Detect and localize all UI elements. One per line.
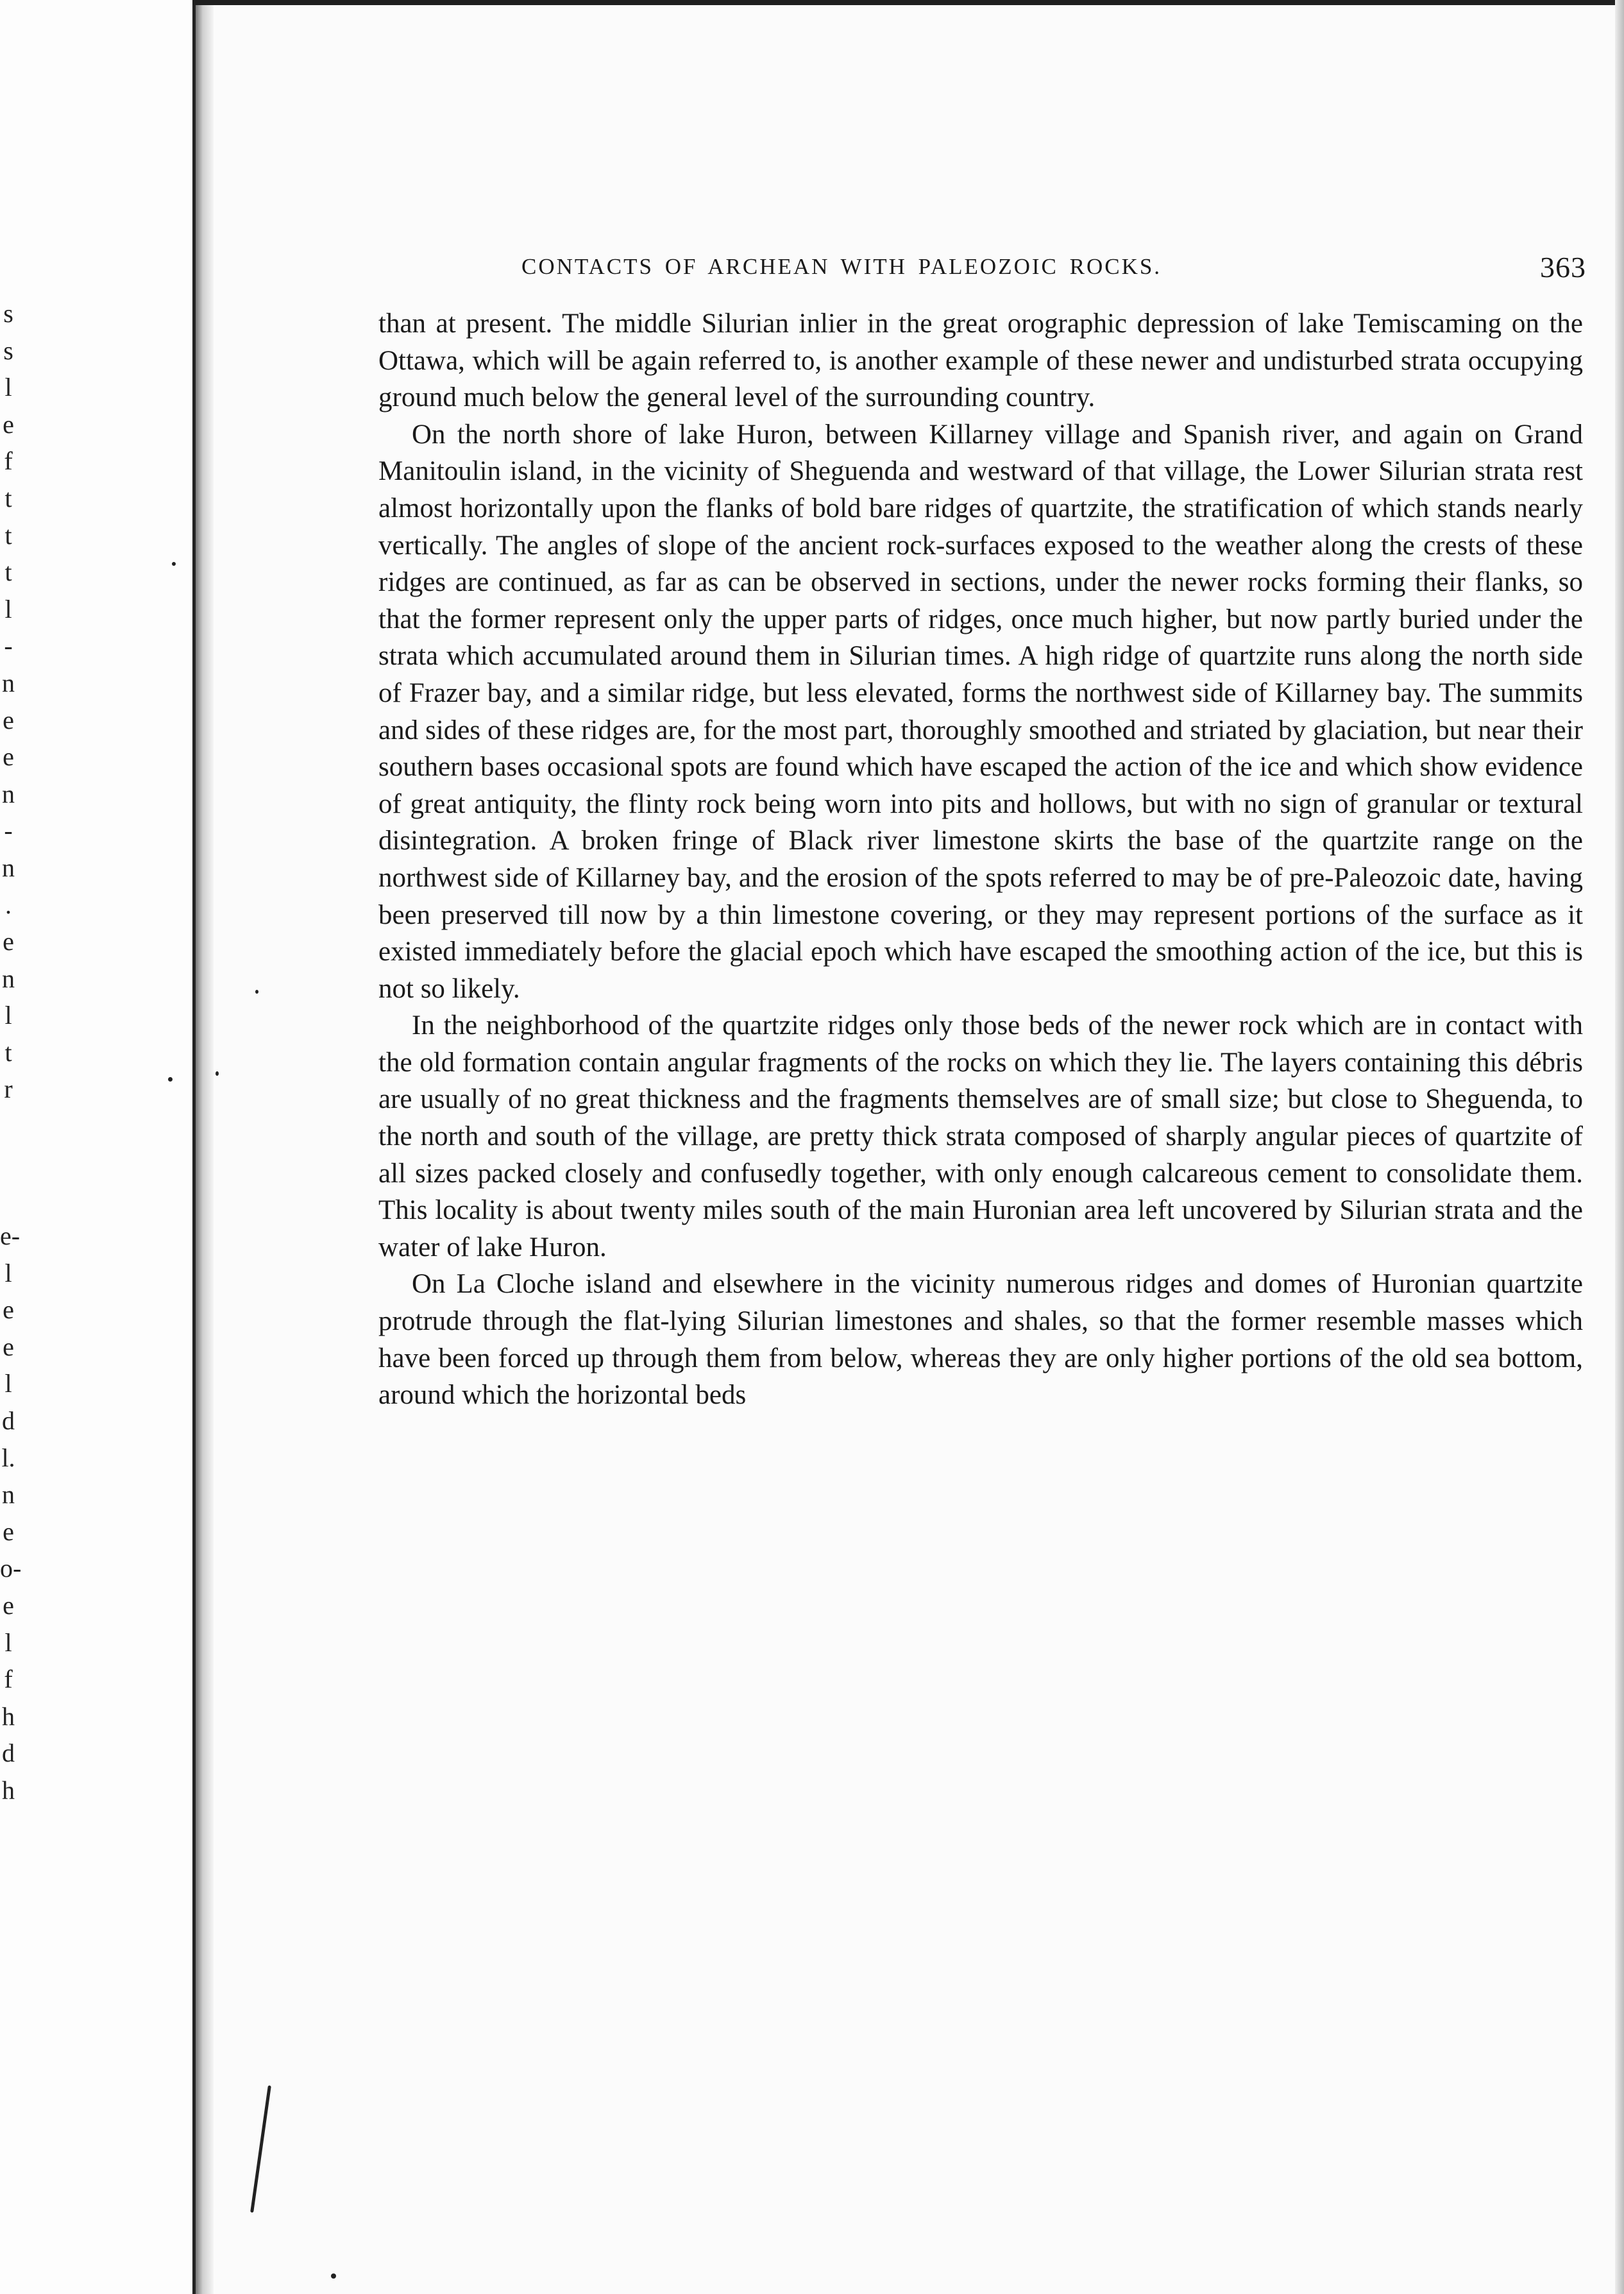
margin-letter: e [3,409,14,439]
margin-letter: n [2,779,15,808]
margin-letter: h [2,1775,15,1805]
margin-letter: e [3,1591,14,1620]
margin-letter: - [4,631,13,661]
previous-page-edge [0,0,196,2294]
running-head [521,250,1586,286]
margin-letter: l [4,1258,12,1287]
margin-letter: n [2,853,15,882]
margin-letter: n [2,668,15,697]
margin-letter: l [4,1369,12,1398]
margin-letter: n [2,964,15,993]
margin-letter: . [5,890,12,919]
running-head-title: CONTACTS OF ARCHEAN WITH PALEOZOIC ROCKS. [521,254,1162,279]
scan-speck [216,1071,219,1076]
margin-letter: t [4,557,12,587]
margin-letter: f [4,446,13,476]
margin-letter: e [3,927,14,956]
margin-letter: e [3,742,14,772]
margin-letter: l [4,1001,12,1030]
margin-letter: l [4,1627,12,1657]
margin-letter: l [4,373,12,402]
margin-letter: e [3,1332,14,1361]
margin-letter: e- [0,1221,21,1251]
cropped-margin-letters [0,295,22,1809]
paragraph-lake-huron: On the north shore of lake Huron, between Killarney village and Spanish river, and again on Grand Manitoulin island, in the vicinity of Sheguenda and westward of that village, the Lower Silurian strata rest almost horizontally upon the flanks of bold bare ridges of quartzite, the stratification of which stands nearly vertically. The angles of slope of the ancient rock-surfaces exposed to the weather along the crests of these ridges are continued, as far as can be observed in sections, under the newer rocks forming their flanks, so that the former represent only the upper parts of ridges, once much higher, but now partly buried under the strata which accumulated around them in Silurian times. A high ridge of quartzite runs along the north side of Frazer bay, and a similar ridge, but less elevated, forms the northwest side of Killarney bay. The summits and sides of these ridges are, for the most part, thoroughly smoothed and striated by glaciation, but near their southern bases occasional spots are found which have escaped the action of the ice and which show evidence of great antiquity, the flinty rock being worn into pits and hollows, but with no sign of granular or textural disintegration. A broken fringe of Black river limestone skirts the base of the quartzite range on the northwest side of Killarney bay, and the erosion of the spots referred to may be of pre-Paleozoic date, having been preserved till now by a thin limestone covering, or they may represent portions of the surface as it existed immediately before the glacial epoch which have escaped the smoothing action of the ice, but this is not so likely. [378,419,1583,1004]
margin-letter: h [2,1701,15,1731]
scan-speck [168,1077,173,1082]
margin-letter: t [4,483,12,513]
margin-letter: r [4,1075,13,1104]
paragraph-continued: than at present. The middle Silurian inlier in the great orographic depression of lake Temiscaming on the Ottawa, which will be again referred to, is another example of these newer and undisturbed strata occupying ground much below the general level of the surrounding country. [378,309,1583,413]
margin-letter: s [3,336,13,365]
margin-letter [0,1108,17,1218]
page-363 [214,0,1615,2294]
margin-letter: e [3,705,14,735]
page-right-edge [1615,0,1624,2294]
scan-speck [172,562,176,566]
margin-letter: e [3,1295,14,1325]
margin-letter: o- [0,1554,22,1583]
margin-letter: t [4,520,12,550]
margin-letter: n [2,1480,15,1509]
page-number: 363 [1540,251,1586,284]
margin-letter: e [3,1517,14,1546]
paragraph-la-cloche: On La Cloche island and elsewhere in the vicinity numerous ridges and domes of Huronian quartzite protrude through the flat-lying Silurian limestones and shales, so that the former resemble masses which have been forced up through them from below, whereas they are only higher portions of the old sea bottom, around which the horizontal beds [378,1269,1583,1411]
margin-letter: d [2,1738,15,1768]
body-text [378,305,1583,1414]
scan-speck [331,2273,336,2279]
margin-letter: t [4,1037,12,1067]
margin-letter: f [4,1665,13,1694]
margin-letter: l [4,594,12,624]
paragraph-quartzite-ridges: In the neighborhood of the quartzite ridges only those beds of the newer rock which are in contact with the old formation contain angular fragments of the rocks on which they lie. The layers containing this débris are usually of no great thickness and the fragments themselves are of small size; but close to Sheguenda, to the north and south of the village, are pretty thick strata composed of sharply angular pieces of quartzite of all sizes packed closely and confusedly together, with only enough calcareous cement to consolidate them. This locality is about twenty miles south of the main Huronian area left uncovered by Silurian strata and the water of lake Huron. [378,1010,1583,1262]
margin-letter: l. [1,1443,15,1472]
margin-letter: s [3,299,13,328]
margin-letter: d [2,1406,15,1436]
binding-gutter-shadow [196,0,214,2294]
margin-letter: - [4,816,13,845]
scan-speck [255,990,258,994]
